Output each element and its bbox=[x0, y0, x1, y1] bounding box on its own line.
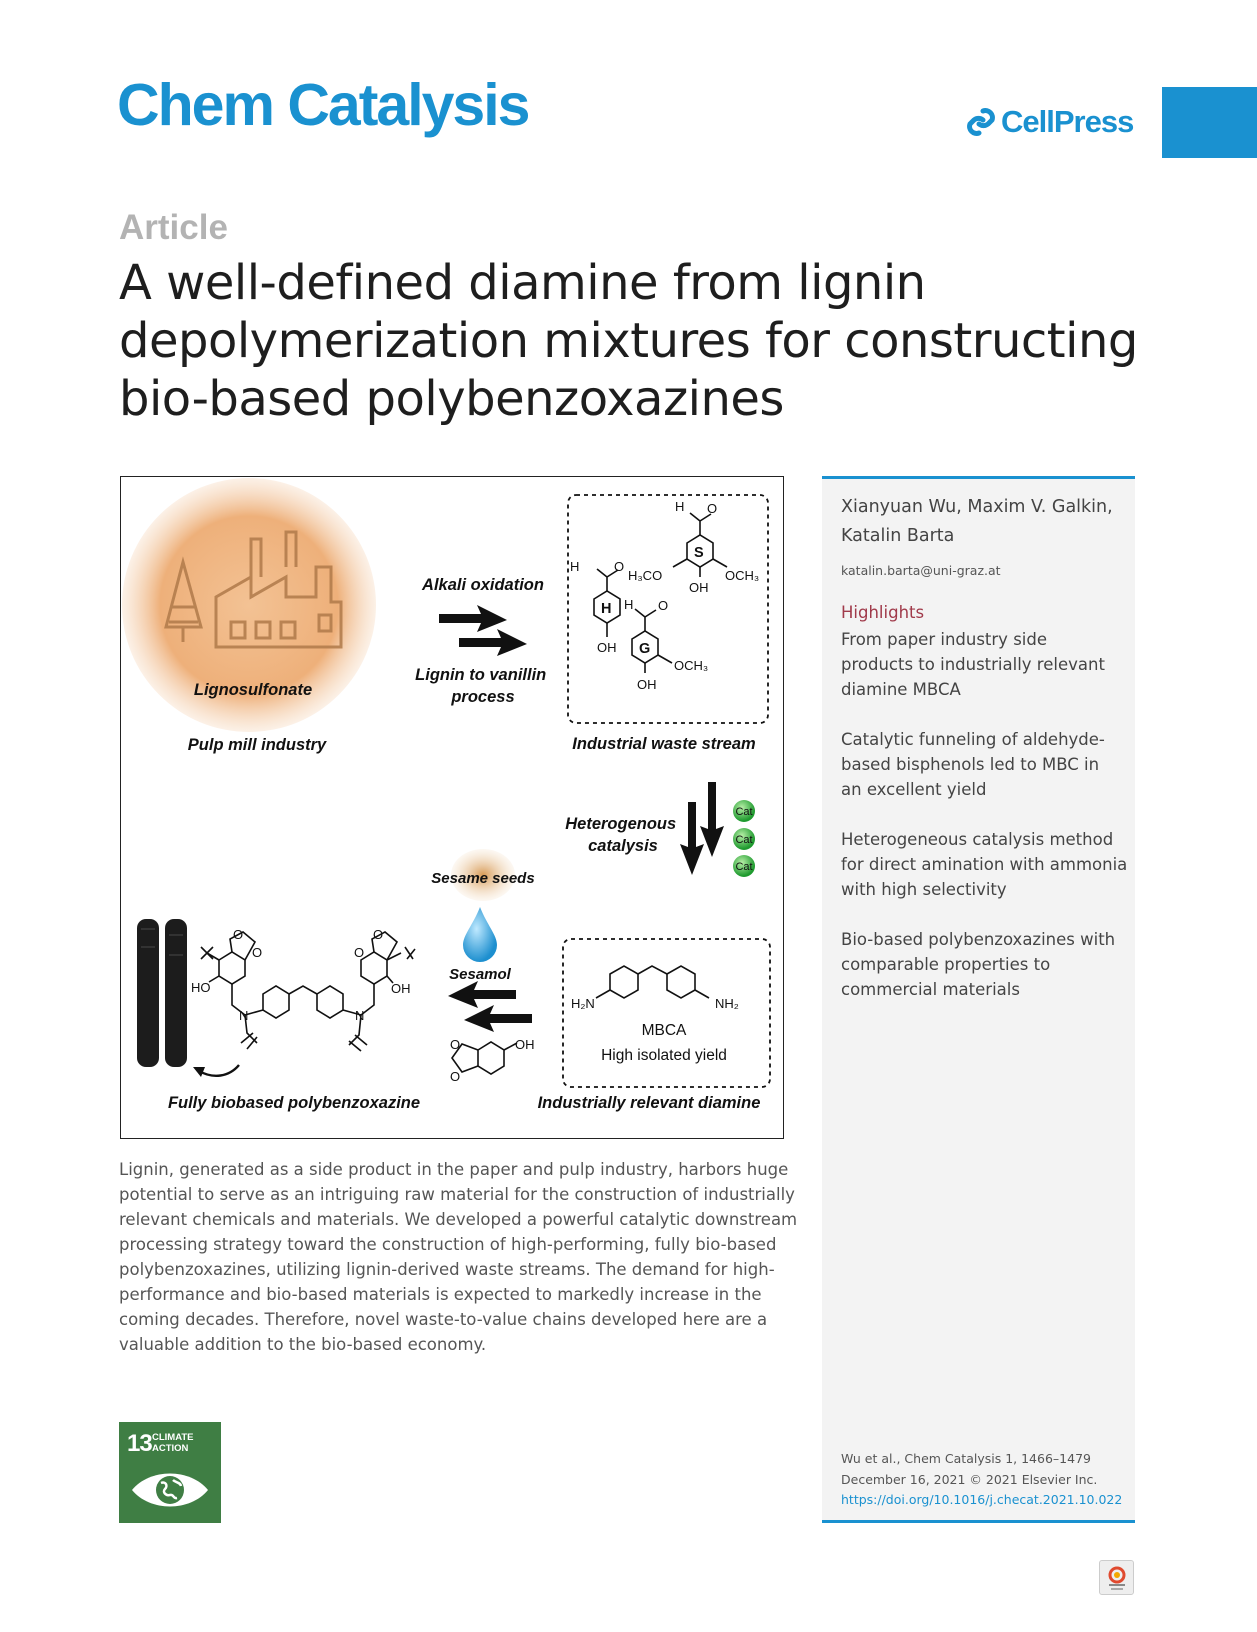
diamine-label: Industrially relevant diamine bbox=[537, 1094, 761, 1112]
polybenzoxazine-bar bbox=[137, 919, 159, 1067]
summary-line: processing strategy toward the construction of high-performing, fully bio-based bbox=[119, 1235, 777, 1254]
highlight-line: for direct amination with ammonia bbox=[841, 855, 1128, 874]
downward-arrows-icon bbox=[680, 782, 724, 875]
backward-arrows-icon bbox=[448, 981, 532, 1032]
lignin-to-vanillin-label bbox=[415, 666, 551, 706]
heterogenous-catalysis-line: catalysis bbox=[588, 837, 658, 855]
sesamol-oh: OH bbox=[515, 1037, 535, 1052]
corresponding-email[interactable]: katalin.barta@uni-graz.at bbox=[841, 563, 1001, 578]
s-unit-h-atom: H bbox=[675, 499, 685, 514]
sdg-text-line: ACTION bbox=[152, 1443, 189, 1454]
summary-paragraph bbox=[119, 1157, 798, 1357]
journal-name: Chem Catalysis bbox=[117, 72, 529, 138]
highlight-item bbox=[841, 827, 1126, 902]
sesamol-structure bbox=[452, 1042, 517, 1074]
highlight-item bbox=[841, 927, 1126, 1002]
s-unit-och3: OCH₃ bbox=[725, 568, 760, 583]
title-line: depolymerization mixtures for constructing bbox=[119, 313, 1138, 369]
pbz-o-atom: O bbox=[233, 927, 244, 942]
citation bbox=[841, 1449, 1122, 1511]
sdg-text-line: CLIMATE bbox=[152, 1432, 194, 1443]
mbca-nh2: NH₂ bbox=[715, 996, 739, 1011]
pbz-n-atom: N bbox=[355, 1008, 365, 1023]
highlight-line: Catalytic funneling of aldehyde- bbox=[841, 730, 1105, 749]
highlights-list bbox=[841, 627, 1126, 1027]
cellpress-link-icon bbox=[965, 106, 997, 138]
h-unit-o-atom: O bbox=[614, 559, 625, 574]
citation-line: December 16, 2021 © 2021 Elsevier Inc. bbox=[841, 1471, 1098, 1487]
highlight-line: Bio-based polybenzoxazines with bbox=[841, 930, 1116, 949]
polybenzoxazine-bar bbox=[165, 919, 187, 1067]
sdg-text bbox=[152, 1432, 194, 1454]
highlight-line: From paper industry side bbox=[841, 630, 1048, 649]
highlight-line: diamine MBCA bbox=[841, 680, 961, 699]
highlights-heading: Highlights bbox=[841, 603, 925, 622]
sesame-seeds-label: Sesame seeds bbox=[431, 870, 535, 887]
h-unit-h-atom: H bbox=[570, 559, 580, 574]
corner-tab bbox=[1162, 87, 1257, 158]
eye-globe-icon bbox=[130, 1468, 210, 1512]
catalyst-label: Cat bbox=[735, 861, 753, 873]
sidebar bbox=[822, 476, 1135, 1523]
lignosulfonate-label: Lignosulfonate bbox=[193, 681, 313, 699]
pbz-oh: OH bbox=[391, 981, 411, 996]
authors bbox=[841, 493, 1121, 551]
catalyst-label: Cat bbox=[735, 806, 753, 818]
s-unit-label: S bbox=[694, 545, 704, 561]
curved-arrow-icon bbox=[199, 1065, 239, 1076]
summary-line: performance and bio-based materials is expected to markedly increase in the bbox=[119, 1285, 762, 1304]
highlight-line: comparable properties to bbox=[841, 955, 1051, 974]
pbz-o-atom: O bbox=[354, 945, 365, 960]
check-for-updates-badge[interactable] bbox=[1099, 1560, 1134, 1595]
g-unit-h-atom: H bbox=[624, 597, 634, 612]
pbz-ho: HO bbox=[191, 980, 211, 995]
g-unit-o-atom: O bbox=[658, 598, 669, 613]
sesamol-label: Sesamol bbox=[449, 966, 511, 983]
s-unit-h3co: H₃CO bbox=[628, 568, 663, 583]
publisher-logo[interactable] bbox=[965, 104, 1133, 140]
summary-line: relevant chemicals and materials. We developed a powerful catalytic downstream bbox=[119, 1210, 798, 1229]
water-drop-icon bbox=[463, 907, 497, 962]
h-unit-oh: OH bbox=[597, 640, 617, 655]
highlight-line: Heterogeneous catalysis method bbox=[841, 830, 1114, 849]
publisher-name: CellPress bbox=[1001, 104, 1134, 139]
graphical-abstract-figure bbox=[121, 477, 782, 1137]
mbca-box bbox=[563, 939, 770, 1087]
title-line: bio-based polybenzoxazines bbox=[119, 371, 784, 427]
pbz-o-atom: O bbox=[373, 927, 384, 942]
citation-line: Wu et al., Chem Catalysis 1, 1466–1479 bbox=[841, 1451, 1091, 1466]
s-unit-oh: OH bbox=[689, 580, 709, 595]
pulp-mill-label: Pulp mill industry bbox=[187, 736, 327, 754]
g-unit-oh: OH bbox=[637, 677, 657, 692]
highlight-line: an excellent yield bbox=[841, 780, 987, 799]
heterogenous-catalysis-line: Heterogenous bbox=[565, 815, 677, 833]
article-title bbox=[119, 254, 1138, 428]
polybenzoxazine-structure bbox=[201, 932, 415, 1051]
g-unit-label: G bbox=[639, 641, 651, 657]
summary-line: Lignin, generated as a side product in the paper and pulp industry, harbors huge bbox=[119, 1160, 789, 1179]
pbz-o-atom: O bbox=[252, 945, 263, 960]
sesamol-o-atom: O bbox=[450, 1069, 461, 1084]
title-line: A well-defined diamine from lignin bbox=[119, 255, 926, 311]
summary-line: coming decades. Therefore, novel waste-to-value chains developed here are a bbox=[119, 1310, 768, 1329]
sdg-number: 13 bbox=[127, 1430, 152, 1457]
sdg-climate-action-badge[interactable] bbox=[119, 1422, 221, 1523]
summary-line: polybenzoxazines, utilizing lignin-derived waste streams. The demand for high- bbox=[119, 1260, 775, 1279]
alkali-oxidation-label: Alkali oxidation bbox=[422, 576, 544, 594]
s-unit-o-atom: O bbox=[707, 501, 718, 516]
pbz-n-atom: N bbox=[239, 1008, 249, 1023]
check-for-updates-icon bbox=[1105, 1565, 1129, 1591]
highlight-line: with high selectivity bbox=[841, 880, 1007, 899]
highlight-line: based bisphenols led to MBC in bbox=[841, 755, 1100, 774]
authors-line[interactable]: Xianyuan Wu, Maxim V. Galkin, bbox=[841, 497, 1113, 517]
sesamol-o-atom: O bbox=[450, 1037, 461, 1052]
summary-line: potential to serve as an intriguing raw material for the construction of industrially bbox=[119, 1185, 795, 1204]
mbca-h2n: H₂N bbox=[571, 996, 595, 1011]
polybenzoxazine-bars bbox=[137, 919, 187, 1067]
article-type: Article bbox=[119, 208, 228, 247]
authors-line[interactable]: Katalin Barta bbox=[841, 526, 955, 546]
polybenzoxazine-label: Fully biobased polybenzoxazine bbox=[167, 1094, 421, 1112]
catalyst-label: Cat bbox=[735, 834, 753, 846]
highlight-item bbox=[841, 727, 1126, 802]
forward-arrows-icon bbox=[439, 605, 527, 656]
lignin-to-vanillin-line: process bbox=[451, 688, 515, 706]
h-unit-label: H bbox=[601, 601, 612, 617]
doi-link[interactable]: https://doi.org/10.1016/j.checat.2021.10.022 bbox=[841, 1492, 1123, 1507]
highlight-line: products to industrially relevant bbox=[841, 655, 1105, 674]
mbca-label: MBCA bbox=[641, 1022, 687, 1039]
highlight-line: commercial materials bbox=[841, 980, 1020, 999]
highlight-item bbox=[841, 627, 1126, 702]
high-yield-label: High isolated yield bbox=[601, 1047, 727, 1064]
heterogenous-catalysis-label bbox=[565, 815, 681, 855]
mbca-structure bbox=[596, 966, 709, 998]
waste-stream-label: Industrial waste stream bbox=[572, 735, 756, 753]
lignin-to-vanillin-line: Lignin to vanillin bbox=[415, 666, 547, 684]
summary-line: valuable addition to the bio-based economy. bbox=[119, 1335, 487, 1354]
graphical-abstract bbox=[120, 476, 784, 1139]
g-unit-structure bbox=[632, 609, 672, 673]
g-unit-och3: OCH₃ bbox=[674, 658, 709, 673]
